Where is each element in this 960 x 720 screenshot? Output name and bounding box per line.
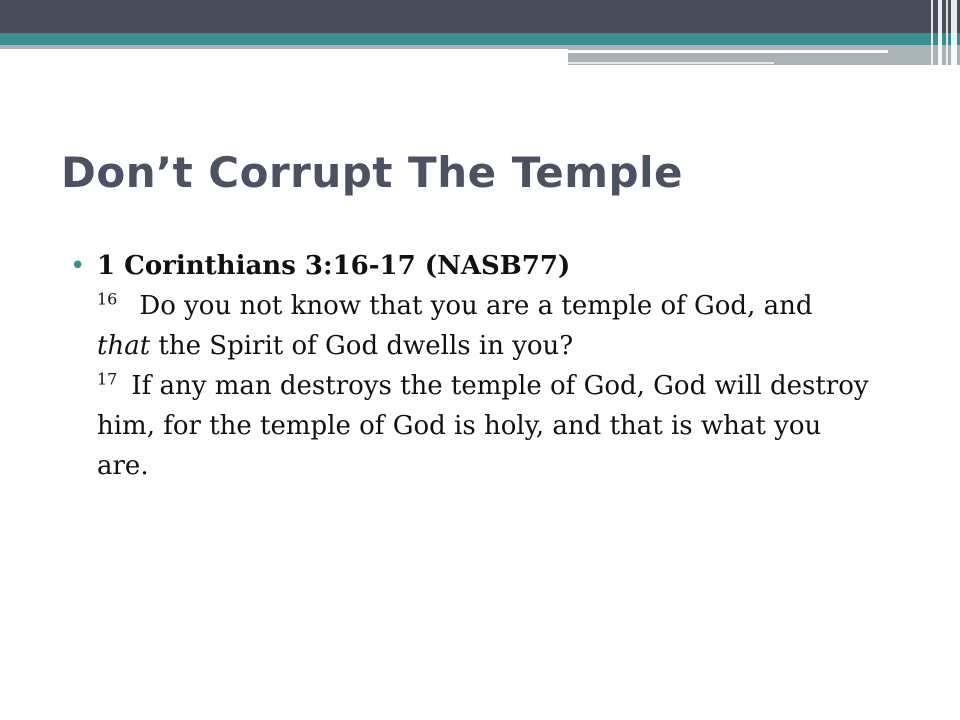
slide-title: Don’t Corrupt The Temple bbox=[61, 148, 683, 197]
verse-number-16: 16 bbox=[97, 289, 118, 309]
header-gray-band-left bbox=[0, 45, 568, 49]
verse-16-text-part2: the Spirit of God dwells in you? bbox=[150, 331, 574, 361]
verse-number-17: 17 bbox=[97, 369, 118, 389]
header-teal-band bbox=[0, 33, 960, 45]
header-white-line-lower bbox=[568, 62, 774, 64]
bullet-content bbox=[97, 246, 870, 486]
header-vertical-stripe bbox=[951, 0, 957, 65]
header-vertical-stripe bbox=[946, 0, 948, 65]
verse-16-italic-word: that bbox=[97, 331, 151, 361]
verse-17-text: If any man destroys the temple of God, God will destroy him, for the temple of God is holy, and that is what you are. bbox=[97, 371, 869, 481]
header-vertical-stripe bbox=[938, 0, 942, 65]
header-dark-band bbox=[0, 0, 960, 33]
slide-body bbox=[70, 246, 870, 486]
header-white-line bbox=[568, 50, 888, 53]
verse-16-text-part1: Do you not know that you are a temple of God, and bbox=[139, 291, 813, 321]
header-vertical-stripe bbox=[931, 0, 933, 65]
bullet-icon: • bbox=[70, 251, 86, 281]
scripture-reference: 1 Corinthians 3:16-17 (NASB77) bbox=[97, 251, 571, 281]
